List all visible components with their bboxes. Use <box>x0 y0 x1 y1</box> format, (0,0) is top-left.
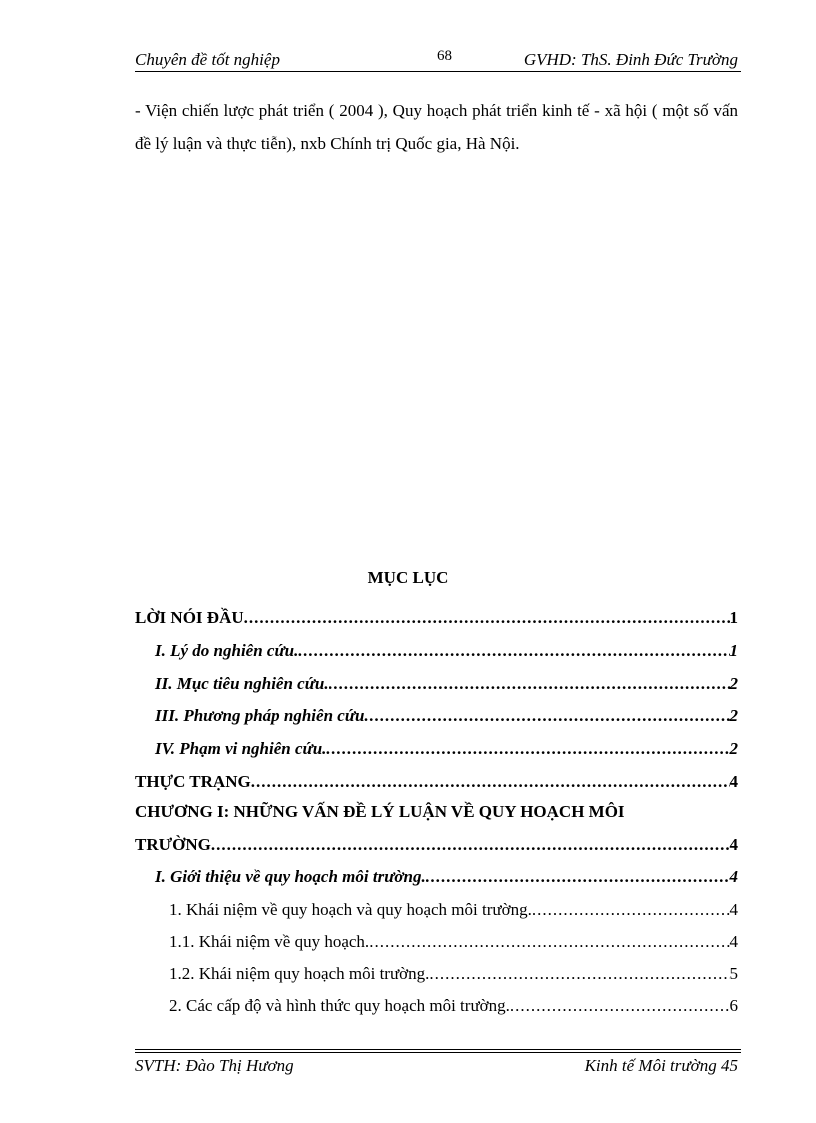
toc-leader <box>429 964 729 984</box>
toc-entry[interactable] <box>155 739 738 765</box>
toc-entry-label-cont: TRƯỜNG <box>135 835 211 854</box>
toc-entry[interactable] <box>155 867 738 893</box>
toc-entry-label: II. Mục tiêu nghiên cứu. <box>155 674 329 693</box>
toc-entry-label: 1.1. Khái niệm về quy hoạch. <box>169 932 370 951</box>
toc-leader <box>298 641 729 661</box>
toc-leader <box>369 932 729 952</box>
reference-entry: - Viện chiến lược phát triển ( 2004 ), Quy hoạch phát triển kinh tế - xã hội ( một số vấn đề lý luận và thực tiễn), nxb Chính trị Quốc gia, Hà Nội. <box>135 101 738 153</box>
toc-entry[interactable] <box>169 900 738 926</box>
toc-leader <box>426 867 730 887</box>
toc-entry[interactable] <box>169 964 738 990</box>
toc-entry[interactable] <box>155 641 738 667</box>
toc-leader <box>244 608 730 628</box>
toc-entry-label: 2. Các cấp độ và hình thức quy hoạch môi trường. <box>169 996 510 1015</box>
header-advisor: GVHD: ThS. Đinh Đức Trường <box>523 50 738 69</box>
toc-leader <box>532 900 730 920</box>
footer-class: Kinh tế Môi trường 45 <box>584 1056 738 1075</box>
toc-entry[interactable] <box>169 996 738 1022</box>
header-page-number: 68 <box>437 48 452 64</box>
toc-entry-page: 4 <box>729 772 738 791</box>
toc-entry-page: 2 <box>729 706 738 725</box>
toc-entry-page: 5 <box>729 964 738 983</box>
header-divider <box>135 71 741 72</box>
toc-entry-page: 1 <box>729 641 738 660</box>
toc-entry-page: 2 <box>729 674 738 693</box>
toc-entry-label: THỰC TRẠNG <box>135 772 251 791</box>
footer-divider <box>135 1052 741 1053</box>
page-footer <box>135 1056 738 1080</box>
toc-leader <box>211 835 730 855</box>
toc-entry[interactable] <box>155 674 738 700</box>
footer-author: SVTH: Đào Thị Hương <box>135 1056 294 1075</box>
toc-entry-label: LỜI NÓI ĐẦU <box>135 608 244 627</box>
toc-entry-page: 4 <box>729 867 738 886</box>
toc-title: MỤC LỤC <box>367 568 449 587</box>
toc-entry-page: 6 <box>729 996 738 1015</box>
toc-entry-page: 4 <box>729 900 738 919</box>
toc-entry-label: 1. Khái niệm về quy hoạch và quy hoạch môi trường. <box>169 900 532 919</box>
toc-leader <box>326 739 729 759</box>
header-thesis-title: Chuyên đề tốt nghiệp <box>135 50 280 69</box>
toc-entry[interactable] <box>135 772 738 798</box>
toc-leader <box>329 674 730 694</box>
toc-leader <box>364 706 729 726</box>
toc-entry-label: I. Lý do nghiên cứu. <box>155 641 299 660</box>
toc-entry-page: 1 <box>729 608 738 627</box>
toc-entry[interactable] <box>135 608 738 634</box>
toc-entry[interactable] <box>169 932 738 958</box>
toc-entry-label: III. Phương pháp nghiên cứu <box>155 706 365 725</box>
page-header <box>135 48 738 72</box>
toc-entry-page: 2 <box>729 739 738 758</box>
toc-entry-label[interactable]: CHƯƠNG I: NHỮNG VẤN ĐỀ LÝ LUẬN VỀ QUY HOẠCH MÔI <box>135 802 625 821</box>
toc-entry-page: 4 <box>729 932 738 951</box>
toc-leader <box>510 996 730 1016</box>
toc-entry-label: IV. Phạm vi nghiên cứu. <box>155 739 327 758</box>
footer-divider <box>135 1049 741 1050</box>
toc-entry[interactable] <box>135 835 738 861</box>
toc-entry-page: 4 <box>729 835 738 854</box>
toc-entry-label: 1.2. Khái niệm quy hoạch môi trường. <box>169 964 430 983</box>
toc-entry-label: I. Giới thiệu về quy hoạch môi trường. <box>155 867 426 886</box>
toc-leader <box>251 772 730 792</box>
toc-entry[interactable] <box>155 706 738 732</box>
